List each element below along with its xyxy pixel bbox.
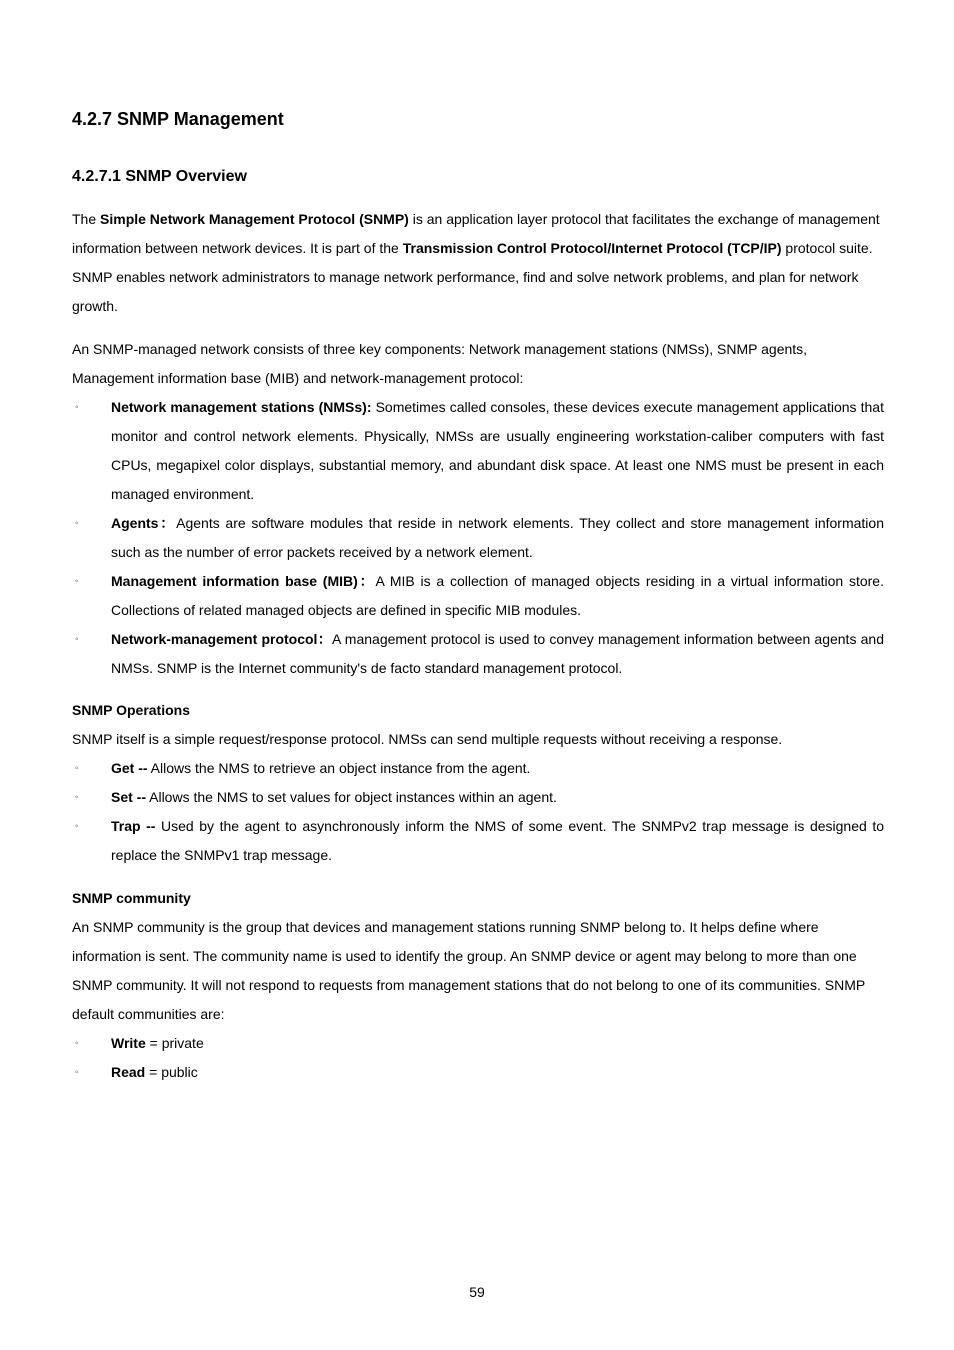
list-item-term: Agents： <box>111 515 177 531</box>
community-intro: An SNMP community is the group that devices and management stations running SNMP belong to. It helps define where information is sent. The community name is used to identify the group. An SNMP device or agent may belong to more than one SNMP community. It will not respond to requests from management stations that do not belong to one of its communities. SNMP default communities are: <box>72 919 865 1022</box>
overview-paragraph-block <box>72 205 884 321</box>
list-item-desc: A management protocol is used to convey management information between agents and NMSs. SNMP is the Internet community's de facto standard management protocol. <box>111 631 884 676</box>
list-item <box>72 754 884 783</box>
list-item <box>72 1029 884 1058</box>
operations-list <box>72 754 884 870</box>
overview-bold-snmp: Simple Network Management Protocol (SNMP) <box>100 211 409 227</box>
overview-text-3: protocol suite. SNMP enables network administrators to manage network performance, find and solve network problems, and plan for network growth. <box>72 240 873 314</box>
operations-intro: SNMP itself is a simple request/response protocol. NMSs can send multiple requests without receiving a response. <box>72 731 783 747</box>
list-item-desc: Allows the NMS to set values for object instances within an agent. <box>146 789 557 805</box>
list-item-term: Read <box>111 1064 146 1080</box>
list-item <box>72 783 884 812</box>
list-item <box>72 625 884 683</box>
list-item-term: Write <box>111 1035 146 1051</box>
list-item <box>72 393 884 509</box>
section-title: 4.2.7 SNMP Management <box>72 109 284 129</box>
bullet-icon: ◦ <box>75 792 79 803</box>
operations-block <box>72 696 884 870</box>
subsection-title: 4.2.7.1 SNMP Overview <box>72 168 247 185</box>
list-item-term: Get -- <box>111 760 148 776</box>
community-block <box>72 884 884 1087</box>
overview-text-2: is an application layer protocol that facilitates the exchange of management information between network devices. It is part of the <box>72 211 880 256</box>
overview-paragraph <box>72 205 884 321</box>
list-item <box>72 812 884 870</box>
components-intro: An SNMP-managed network consists of three key components: Network management stations (NMSs), SNMP agents, Management information base (MIB) and network-management protocol: <box>72 341 808 386</box>
list-item <box>72 567 884 625</box>
list-item <box>72 1058 884 1087</box>
overview-bold-tcpip: Transmission Control Protocol/Internet Protocol (TCP/IP) <box>402 240 782 256</box>
list-item-desc: Sometimes called consoles, these devices execute management applications that monitor and control network elements. Physically, NMSs are usually engineering workstation-caliber computers with fast CPUs, megapixel color displays, substantial memory, and abundant disk space. At least one NMS must be present in each managed environment. <box>111 399 884 502</box>
operations-heading: SNMP Operations <box>72 702 190 718</box>
list-item-desc: Agents are software modules that reside in network elements. They collect and store management information such as the number of error packets received by a network element. <box>111 515 884 560</box>
community-list <box>72 1029 884 1087</box>
list-item-desc: = private <box>145 1035 204 1051</box>
page-number: 59 <box>469 1284 485 1300</box>
bullet-icon: ◦ <box>75 821 79 832</box>
bullet-icon: ◦ <box>75 402 79 413</box>
community-heading: SNMP community <box>72 890 191 906</box>
list-item-term: Management information base (MIB)： <box>111 573 376 589</box>
bullet-icon: ◦ <box>75 576 79 587</box>
list-item-desc: A MIB is a collection of managed objects residing in a virtual information store. Collections of related managed objects are defined in specific MIB modules. <box>111 573 884 618</box>
list-item-term: Network management stations (NMSs): <box>111 399 372 415</box>
list-item-term: Set -- <box>111 789 146 805</box>
list-item <box>72 509 884 567</box>
bullet-icon: ◦ <box>75 1067 79 1078</box>
bullet-icon: ◦ <box>75 1038 79 1049</box>
list-item-desc: = public <box>145 1064 198 1080</box>
list-item-desc: Used by the agent to asynchronously inform the NMS of some event. The SNMPv2 trap message is designed to replace the SNMPv1 trap message. <box>111 818 884 863</box>
components-block <box>72 335 884 683</box>
list-item-term: Network-management protocol： <box>111 631 333 647</box>
overview-text-1: The <box>72 211 101 227</box>
bullet-icon: ◦ <box>75 518 79 529</box>
bullet-icon: ◦ <box>75 763 79 774</box>
bullet-icon: ◦ <box>75 634 79 645</box>
list-item-desc: Allows the NMS to retrieve an object instance from the agent. <box>147 760 531 776</box>
components-list <box>72 393 884 683</box>
list-item-term: Trap -- <box>111 818 156 834</box>
